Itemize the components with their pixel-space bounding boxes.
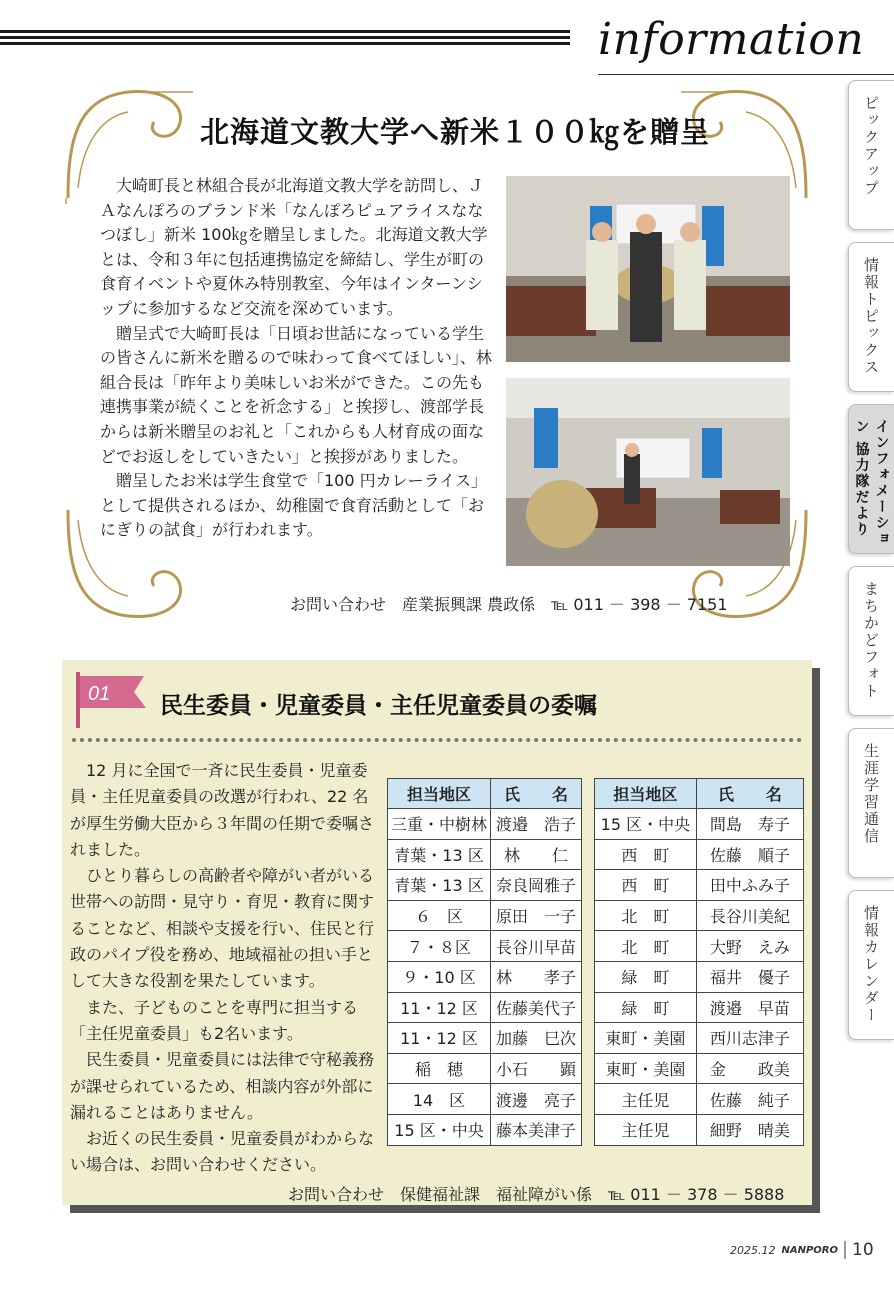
- name-cell: 渡邉 浩子: [491, 809, 582, 840]
- name-cell: 間島 寿子: [696, 809, 803, 840]
- column-header-district: 担当地区: [388, 779, 491, 809]
- column-header-name: 氏 名: [491, 779, 582, 809]
- table-row: [388, 839, 582, 870]
- article2-paragraph: 12 月に全国で一斉に民生委員・児童委員・主任児童委員の改選が行われ、22 名が厚生労働大臣から３年間の任期で委嘱されました。: [70, 761, 375, 859]
- article1-contact: お問い合わせ 産業振興課 農政係 ℡ 011 － 398 － 7151: [290, 595, 728, 614]
- name-cell: 長谷川美紀: [696, 900, 803, 931]
- table-row: [595, 839, 804, 870]
- header-underline: [598, 74, 894, 75]
- article2-paragraph: ひとり暮らしの高齢者や障がい者がいる世帯への訪問・見守り・育児・教育に関することなど、相談や支援を行い、住民と行政のパイプ役を務め、地域福祉の担い手として大きな役割を果たしています。: [70, 866, 375, 991]
- district-cell: 11・12 区: [388, 1023, 491, 1054]
- district-cell: 三重・中樹林: [388, 809, 491, 840]
- table-row: [388, 1053, 582, 1084]
- table-row: [388, 961, 582, 992]
- table-row: [388, 809, 582, 840]
- article2-title: 民生委員・児童委員・主任児童委員の委嘱: [160, 693, 597, 719]
- flag-icon: [74, 668, 154, 730]
- district-cell: 北 町: [595, 900, 697, 931]
- name-cell: 福井 優子: [696, 961, 803, 992]
- roster-table-right: [594, 778, 804, 1146]
- article2-paragraph: お近くの民生委員・児童委員がわからない場合は、お問い合わせください。: [70, 1129, 375, 1175]
- district-cell: 15 区・中央: [595, 809, 697, 840]
- district-cell: 主任児: [595, 1114, 697, 1145]
- roster-table-left: [387, 778, 582, 1146]
- article1-paragraph: 贈呈式で大崎町長は「日頃お世話になっている学生の皆さんに新米を贈るので味わって食べてほしい」、林組合長は「昨年より美味しいお米ができた。この先も連携事業が続くことを祈念する」と挨拶し、渡部学長からは新米贈呈のお礼と「これからも人材育成の面などでお返しをしていきたい」と挨拶がありました。: [100, 323, 492, 466]
- article2-paragraph: 民生委員・児童委員には法律で守秘義務が課せられているため、相談内容が外部に漏れることはありません。: [70, 1050, 375, 1122]
- district-cell: 北 町: [595, 931, 697, 962]
- name-cell: 西川志津子: [696, 1023, 803, 1054]
- table-row: [388, 931, 582, 962]
- name-cell: 佐藤美代子: [491, 992, 582, 1023]
- column-header-district: 担当地区: [595, 779, 697, 809]
- dotted-divider: [72, 738, 802, 742]
- photo-presentation-ceremony: [506, 176, 790, 362]
- name-cell: 大野 えみ: [696, 931, 803, 962]
- footer-divider: [844, 1241, 846, 1259]
- tab-pickup[interactable]: ピックアップ: [848, 80, 894, 230]
- table-row: [388, 900, 582, 931]
- name-cell: 渡邉 早苗: [696, 992, 803, 1023]
- tab-machikado-photo[interactable]: まちかどフォト: [848, 566, 894, 716]
- district-cell: 西 町: [595, 870, 697, 901]
- brand-logo: NANPORO: [781, 1244, 839, 1256]
- photo-ceremony-room: [506, 378, 790, 566]
- table-row: [595, 1084, 804, 1115]
- header-rule-lines: [0, 30, 570, 48]
- page-footer: [730, 1240, 874, 1260]
- table-row: [388, 1084, 582, 1115]
- name-cell: 原田 一子: [491, 900, 582, 931]
- district-cell: 青葉・13 区: [388, 870, 491, 901]
- table-row: [595, 809, 804, 840]
- tab-topics[interactable]: 情報トピックス: [848, 242, 894, 392]
- tab-lifelong-learning[interactable]: 生涯学習通信: [848, 728, 894, 878]
- name-cell: 細野 晴美: [696, 1114, 803, 1145]
- name-cell: 金 政美: [696, 1053, 803, 1084]
- table-row: [595, 1053, 804, 1084]
- table-row: [388, 870, 582, 901]
- name-cell: 佐藤 順子: [696, 839, 803, 870]
- page-number: 10: [852, 1240, 874, 1260]
- issue-date: 2025.12: [730, 1243, 776, 1257]
- district-cell: 東町・美園: [595, 1053, 697, 1084]
- table-row: [595, 931, 804, 962]
- table-row: [388, 1114, 582, 1145]
- district-cell: 11・12 区: [388, 992, 491, 1023]
- district-cell: 14 区: [388, 1084, 491, 1115]
- tab-information[interactable]: インフォメーション 協力隊だより: [848, 404, 894, 554]
- district-cell: ６ 区: [388, 900, 491, 931]
- tab-calendar[interactable]: 情報カレンダー: [848, 890, 894, 1040]
- table-row: [595, 1023, 804, 1054]
- district-cell: 稲 穂: [388, 1053, 491, 1084]
- article2-paragraph: また、子どものことを専門に担当する「主任児童委員」も2名います。: [70, 997, 359, 1043]
- table-row: [595, 1114, 804, 1145]
- district-cell: ７・８区: [388, 931, 491, 962]
- section-title: information: [598, 14, 865, 65]
- table-row: [388, 992, 582, 1023]
- article1-title: 北海道文教大学へ新米１００㎏を贈呈: [200, 115, 711, 149]
- article1-paragraph: 大崎町長と林組合長が北海道文教大学を訪問し、ＪＡなんぽろのブランド米「なんぽろピュアライスななつぼし」新米 100㎏を贈呈しました。北海道文教大学とは、令和３年に包括連携協定を締結し、学生が町の食育イベントや夏休み特別教室、今年はインターンシップに参加するなど交流を深めています。: [100, 176, 488, 318]
- district-cell: 西 町: [595, 839, 697, 870]
- article1-paragraph: 贈呈したお米は学生食堂で「100 円カレーライス」として提供されるほか、幼稚園で食育活動として「おにぎりの試食」が行われます。: [100, 471, 487, 540]
- district-cell: 主任児: [595, 1084, 697, 1115]
- district-cell: 青葉・13 区: [388, 839, 491, 870]
- name-cell: 長谷川早苗: [491, 931, 582, 962]
- district-cell: 緑 町: [595, 961, 697, 992]
- name-cell: 渡邊 亮子: [491, 1084, 582, 1115]
- column-header-name: 氏 名: [696, 779, 803, 809]
- name-cell: 林 孝子: [491, 961, 582, 992]
- svg-text:01: 01: [88, 683, 111, 705]
- table-row: [595, 961, 804, 992]
- article2-contact: お問い合わせ 保健福祉課 福祉障がい係 ℡ 011 － 378 － 5888: [288, 1185, 785, 1204]
- name-cell: 奈良岡雅子: [491, 870, 582, 901]
- name-cell: 林 仁: [491, 839, 582, 870]
- district-cell: ９・10 区: [388, 961, 491, 992]
- table-row: [595, 870, 804, 901]
- name-cell: 藤本美津子: [491, 1114, 582, 1145]
- name-cell: 加藤 巳次: [491, 1023, 582, 1054]
- name-cell: 小石 顕: [491, 1053, 582, 1084]
- table-row: [388, 1023, 582, 1054]
- name-cell: 田中ふみ子: [696, 870, 803, 901]
- district-cell: 15 区・中央: [388, 1114, 491, 1145]
- table-row: [595, 992, 804, 1023]
- article1-body: [100, 174, 498, 543]
- name-cell: 佐藤 純子: [696, 1084, 803, 1115]
- table-row: [595, 900, 804, 931]
- district-cell: 東町・美園: [595, 1023, 697, 1054]
- article2-body: [70, 758, 382, 1179]
- district-cell: 緑 町: [595, 992, 697, 1023]
